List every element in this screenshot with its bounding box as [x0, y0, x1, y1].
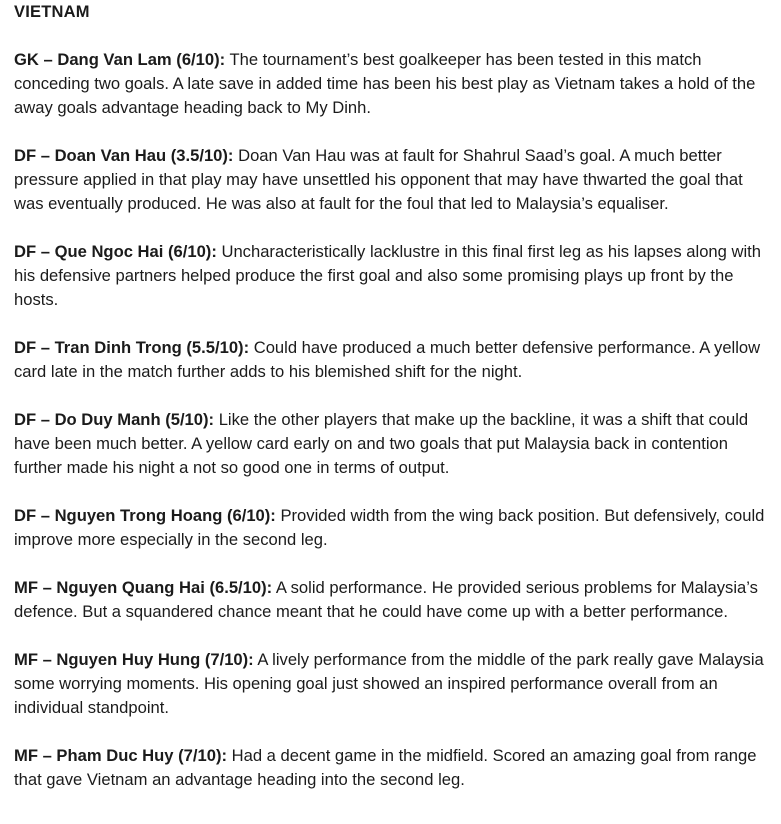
player-name-rating: DF – Tran Dinh Trong (5.5/10): [14, 338, 250, 357]
player-name-rating: DF – Que Ngoc Hai (6/10): [14, 242, 217, 261]
player-name-rating: DF – Do Duy Manh (5/10): [14, 410, 215, 429]
player-rating-paragraph [14, 648, 773, 720]
player-rating-paragraph [14, 336, 773, 384]
player-name-rating: MF – Pham Duc Huy (7/10): [14, 746, 227, 765]
player-name-rating: DF – Nguyen Trong Hoang (6/10): [14, 506, 276, 525]
player-name-rating: DF – Doan Van Hau (3.5/10): [14, 146, 234, 165]
player-review-text: A solid performance. He provided serious problems for Malaysia’s defence. But a squandered chance meant that he could have come up with a better performance. [14, 578, 758, 621]
player-review-text: The tournament’s best goalkeeper has been tested in this match conceding two goals. A late save in added time has been his best play as Vietnam takes a hold of the away goals advantage heading back to My Dinh. [14, 50, 756, 117]
player-name-rating: MF – Nguyen Huy Hung (7/10): [14, 650, 254, 669]
section-heading: VIETNAM [14, 3, 90, 21]
player-review-text: A lively performance from the middle of the park really gave Malaysia some worrying moments. His opening goal just showed an inspired performance overall from an individual standpoint. [14, 650, 764, 717]
player-rating-paragraph [14, 48, 773, 120]
player-rating-paragraph [14, 240, 773, 312]
player-review-text: Uncharacteristically lacklustre in this final first leg as his lapses along with his defensive partners helped produce the first goal and also some promising plays up front by the hosts. [14, 242, 761, 309]
player-review-text: Provided width from the wing back position. But defensively, could improve more especially in the second leg. [14, 506, 765, 549]
player-rating-paragraph [14, 744, 773, 792]
player-name-rating: MF – Nguyen Quang Hai (6.5/10): [14, 578, 273, 597]
player-rating-paragraph [14, 576, 773, 624]
player-name-rating: GK – Dang Van Lam (6/10): [14, 50, 226, 69]
player-review-text: Doan Van Hau was at fault for Shahrul Saad’s goal. A much better pressure applied in that play may have unsettled his opponent that may have thwarted the goal that was eventually produced. He was also at fault for the foul that led to Malaysia’s equaliser. [14, 146, 743, 213]
player-review-text: Could have produced a much better defensive performance. A yellow card late in the match further adds to his blemished shift for the night. [14, 338, 761, 381]
player-rating-paragraph [14, 408, 773, 480]
player-review-text: Had a decent game in the midfield. Scored an amazing goal from range that gave Vietnam an advantage heading into the second leg. [14, 746, 757, 789]
player-review-text: Like the other players that make up the backline, it was a shift that could have been much better. A yellow card early on and two goals that put Malaysia back in contention further made his night a not so good one in terms of output. [14, 410, 749, 477]
player-rating-paragraph [14, 144, 773, 216]
player-rating-paragraph [14, 504, 773, 552]
